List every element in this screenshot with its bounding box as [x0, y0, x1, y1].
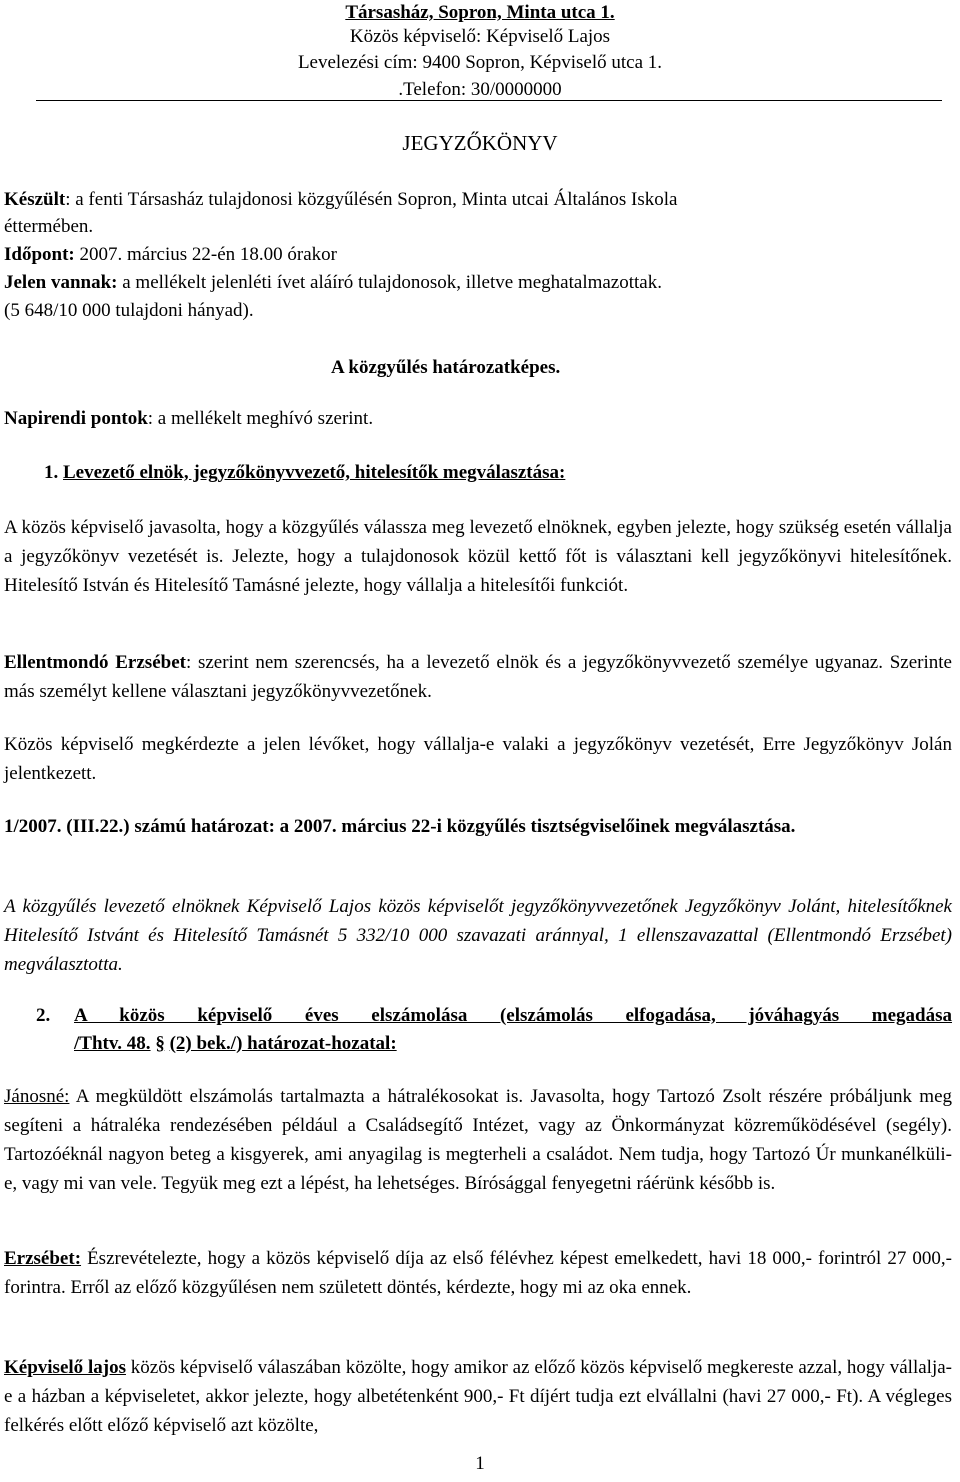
jelen-label: Jelen vannak: — [4, 272, 118, 293]
napirend-text: : a mellékelt meghívó szerint. — [147, 408, 374, 429]
header-phone: .Telefon: 30/0000000 — [398, 79, 562, 100]
section2-number: 2. — [36, 1005, 51, 1026]
kepviselo-name: Képviselő lajos — [4, 1357, 126, 1378]
section2-paragraph2 — [4, 1244, 952, 1302]
section1-title: Levezető elnök, jegyzőkönyvvezető, hitelesítők megválasztása: — [63, 462, 566, 483]
jelen-line — [4, 268, 952, 297]
ellentmondo-name: Ellentmondó Erzsébet — [4, 652, 186, 673]
section2-heading-line1: A közös képviselő éves elszámolása (elszámolás elfogadása, jóváhagyás megadása — [74, 1005, 952, 1026]
header-representative: Közös képviselő: Képviselő Lajos — [349, 26, 611, 47]
section1-paragraph3: Közös képviselő megkérdezte a jelen lévőket, hogy vállalja-e valaki a jegyzőkönyv vezetését, Erre Jegyzőkönyv Jolán jelentkezett. — [4, 734, 952, 784]
idopont-text: 2007. március 22-én 18.00 órakor — [74, 244, 337, 265]
janosne-text: A megküldött elszámolás tartalmazta a hátralékosokat is. Javasolta, hogy Tartozó Zsolt részére próbáljunk meg segíteni a hátraléka rendezésében például a Családsegítő Intézet, vagy az Önkormányzat közreműködésével (segély). Tartozóéknál nagyon beteg a kisgyerek, ami anyagilag is megterheli a családot. Nem tudja, hogy Tartozó Úr munkanélküli-e, vagy mi van vele. Tegyük meg ezt a lépést, ha lehetséges. Bírósággal fenyegetni ráérünk később is. — [4, 1086, 952, 1194]
napirend-line — [4, 404, 952, 433]
section1-number: 1. — [44, 462, 59, 483]
header-company: Társasház, Sopron, Minta utca 1. — [345, 2, 615, 23]
section-sign: § — [155, 1033, 165, 1054]
share-line: (5 648/10 000 tulajdoni hányad). — [4, 300, 254, 321]
section1-paragraph1: A közös képviselő javasolta, hogy a közgyűlés válassza meg levezető elnöknek, egyben jelezte, hogy szükség esetén vállalja a jegyzőkönyv vezetését is. Jelezte, hogy a tulajdonosok közül kettő főt is választani kell jegyzőkönyvi hitelesítőnek. Hitelesítő István és Hitelesítő Tamásné jelezte, hogy vállalja a hitelesítői funkciót. — [4, 517, 952, 596]
napirend-label: Napirendi pontok — [4, 408, 148, 429]
jelen-text: a mellékelt jelenléti ívet aláíró tulajdonosok, illetve meghatalmazottak. — [117, 272, 662, 293]
section2-decision: határozat-hozatal: — [242, 1033, 397, 1054]
quorum-text: A közgyűlés határozatképes. — [331, 357, 561, 378]
janosne-name: Jánosné: — [4, 1086, 70, 1107]
section1-heading — [44, 458, 944, 487]
idopont-line — [4, 240, 952, 269]
resolution-title: 1/2007. (III.22.) számú határozat: a 2007. március 22-i közgyűlés tisztségviselőinek megválasztása. — [4, 816, 796, 837]
kepviselo-text: közös képviselő válaszában közölte, hogy amikor az előző közös képviselő megkereste azzal, hogy vállalja-e a házban a képviseletet, akkor jelezte, hogy albetétenként 900,- Ft díjért tudja ezt elvállalni (havi 27 000,- Ft). A végleges felkérés előtt előző képviselő azt közölte, — [4, 1357, 952, 1436]
document-title: JEGYZŐKÖNYV — [402, 131, 558, 155]
section2-paragraph-ref: (2) bek./) — [169, 1033, 243, 1054]
page-number: 1 — [475, 1453, 485, 1474]
section2-law-ref: /Thtv. 48. — [74, 1033, 151, 1054]
erzsebet-name: Erzsébet: — [4, 1248, 82, 1269]
keszult-line — [4, 185, 952, 214]
resolution-text: A közgyűlés levezető elnöknek Képviselő Lajos közös képviselőt jegyzőkönyvvezetőnek Jegyzőkönyv Jolánt, hitelesítőknek Hitelesítő Istvánt és Hitelesítő Tamásnét 5 332/10 000 szavazati aránnyal, 1 ellenszavazattal (Ellentmondó Erzsébet) megválasztotta. — [4, 896, 952, 975]
section2-heading-line2 — [74, 1029, 952, 1058]
keszult-label: Készült — [4, 189, 66, 210]
header-address: Levelezési cím: 9400 Sopron, Képviselő utca 1. — [297, 52, 663, 73]
section2-paragraph3 — [4, 1353, 952, 1440]
section1-paragraph2 — [4, 648, 952, 706]
ellentmondo-text: : szerint nem szerencsés, ha a levezető elnök és a jegyzőkönyvvezető személye ugyanaz. Szerinte más személyt kellene választani jegyzőkönyvvezetőnek. — [4, 652, 952, 702]
section2-paragraph1 — [4, 1082, 952, 1198]
idopont-label: Időpont: — [4, 244, 75, 265]
erzsebet-text: Észrevételezte, hogy a közös képviselő díja az első félévhez képest emelkedett, havi 18 000,- forintról 27 000,- forintra. Erről az előző közgyűlésen nem született döntés, kérdezte, hogy mi az oka ennek. — [4, 1248, 952, 1298]
keszult-line2: éttermében. — [4, 216, 94, 237]
header-rule — [36, 100, 942, 101]
keszult-text: : a fenti Társasház tulajdonosi közgyűlésén Sopron, Minta utcai Általános Iskola — [65, 189, 678, 210]
